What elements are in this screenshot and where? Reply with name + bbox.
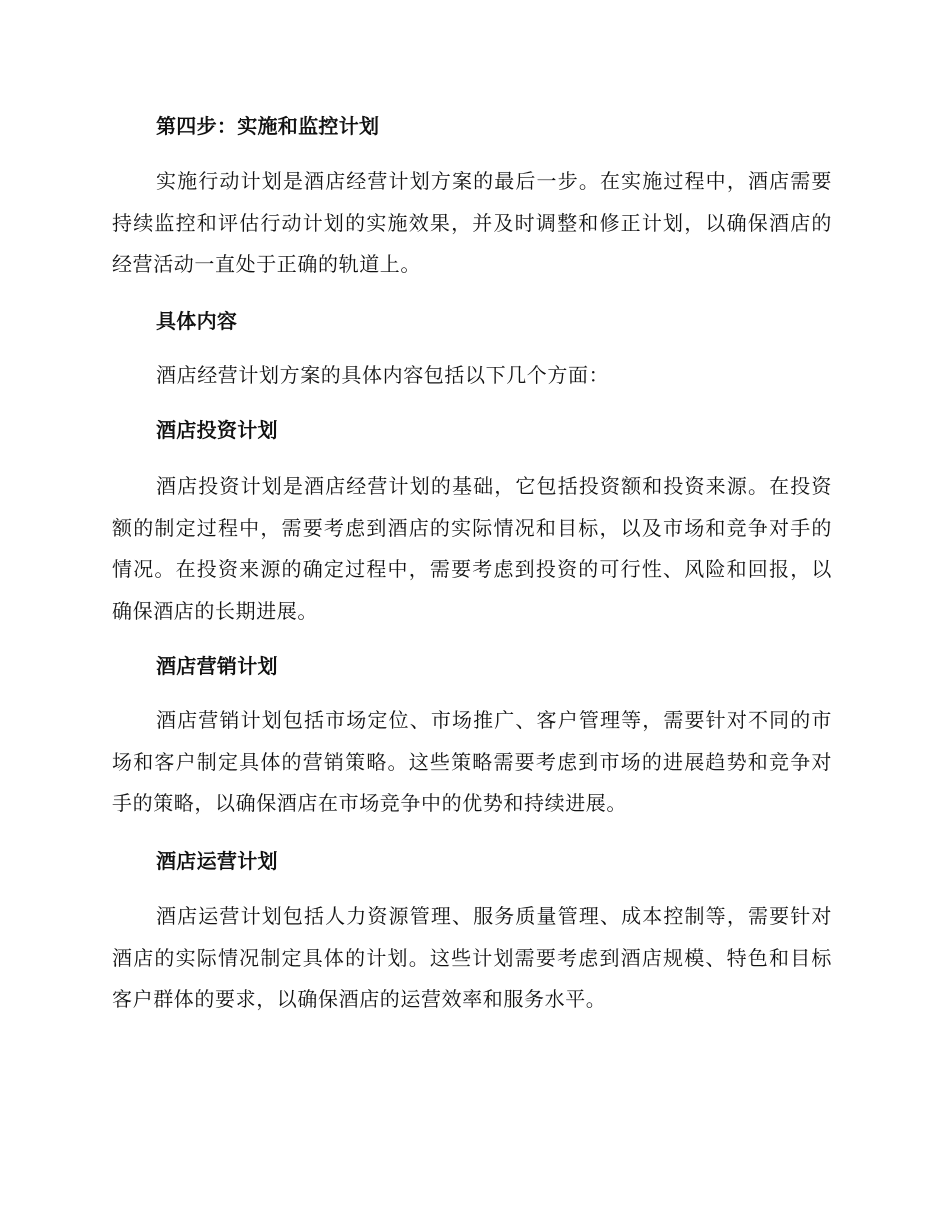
section-heading-operations-plan: 酒店运营计划 — [156, 849, 278, 873]
section-heading-marketing-plan: 酒店营销计划 — [156, 654, 278, 678]
section-paragraph-specific-content: 酒店经营计划方案的具体内容包括以下几个方面： — [156, 363, 610, 387]
section-paragraph-marketing-plan: 酒店营销计划包括市场定位、市场推广、客户管理等，需要针对不同的市场和客户制定具体的营销策略。这些策略需要考虑到市场的进展趋势和竞争对手的策略，以确保酒店在市场竞争中的优势和持续进展。 — [112, 708, 832, 815]
section-heading-step-four: 第四步：实施和监控计划 — [156, 114, 380, 138]
section-paragraph-investment-plan: 酒店投资计划是酒店经营计划的基础，它包括投资额和投资来源。在投资额的制定过程中，需要考虑到酒店的实际情况和目标，以及市场和竞争对手的情况。在投资来源的确定过程中，需要考虑到投资的可行性、风险和回报，以确保酒店的长期进展。 — [112, 474, 832, 623]
section-heading-specific-content: 具体内容 — [156, 309, 238, 333]
section-heading-investment-plan: 酒店投资计划 — [156, 418, 278, 442]
section-paragraph-operations-plan: 酒店运营计划包括人力资源管理、服务质量管理、成本控制等，需要针对酒店的实际情况制定具体的计划。这些计划需要考虑到酒店规模、特色和目标客户群体的要求，以确保酒店的运营效率和服务水平。 — [112, 904, 832, 1011]
section-paragraph-step-four: 实施行动计划是酒店经营计划方案的最后一步。在实施过程中，酒店需要持续监控和评估行动计划的实施效果，并及时调整和修正计划，以确保酒店的经营活动一直处于正确的轨道上。 — [112, 169, 832, 276]
